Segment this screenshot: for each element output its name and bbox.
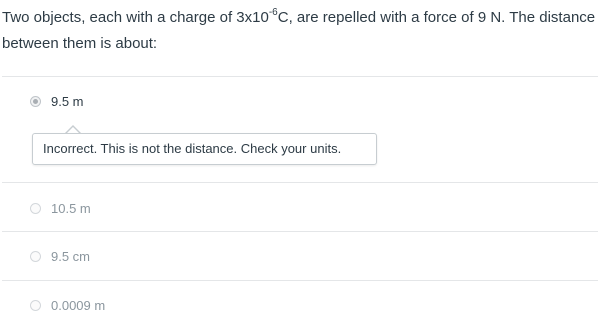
divider	[2, 231, 598, 232]
answer-label: 0.0009 m	[51, 297, 106, 313]
radio-icon[interactable]	[30, 300, 41, 311]
question-text-after: C, are repelled with a force of 9 N. The distance between them is about:	[2, 9, 596, 52]
answer-option-4[interactable]	[30, 295, 105, 315]
question-text-before: Two objects, each with a charge of 3x10	[2, 9, 269, 26]
charge-exponent: -6	[268, 7, 278, 18]
answer-option-3[interactable]	[30, 246, 90, 266]
radio-icon[interactable]	[30, 203, 41, 214]
answer-label: 10.5 m	[51, 200, 91, 216]
answer-label: 9.5 cm	[51, 248, 91, 264]
feedback-tooltip: Incorrect. This is not the distance. Check your units.	[32, 133, 377, 165]
divider	[2, 76, 598, 77]
answer-option-2[interactable]	[30, 198, 91, 218]
answer-label: 9.5 m	[51, 93, 84, 109]
radio-selected-icon[interactable]	[30, 96, 41, 107]
divider	[2, 280, 598, 281]
question-text	[2, 5, 598, 57]
radio-icon[interactable]	[30, 251, 41, 262]
answer-option-1[interactable]	[30, 91, 84, 111]
divider	[2, 182, 598, 183]
